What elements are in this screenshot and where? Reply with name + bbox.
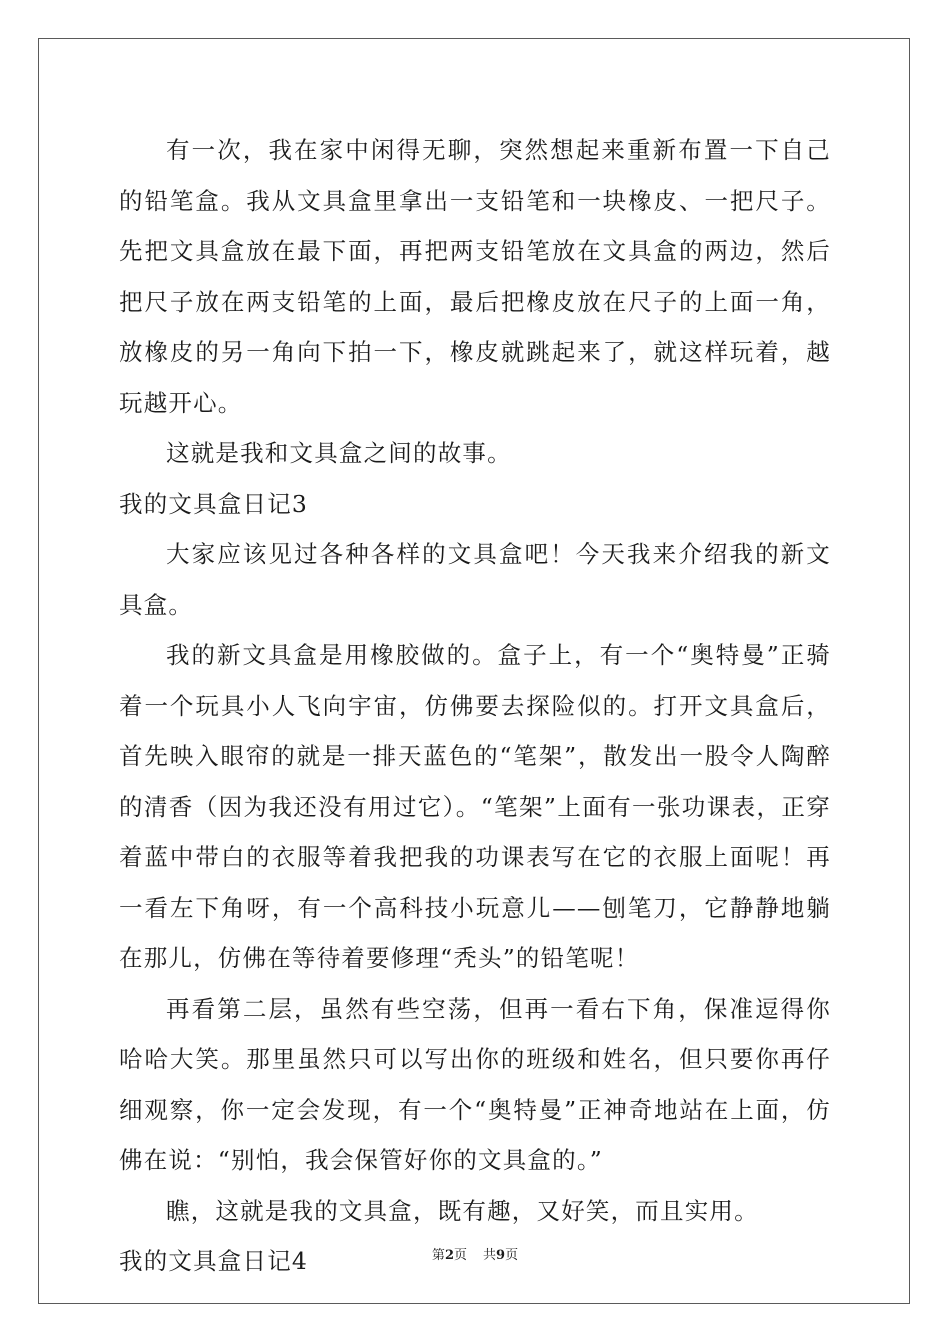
- paragraph: 再看第二层，虽然有些空荡，但再一看右下角，保准逗得你哈哈大笑。那里虽然只可以写出你的班级和姓名，但只要你再仔细观察，你一定会发现，有一个“奥特曼”正神奇地站在上面，仿佛在说：“别怕，我会保管好你的文具盒的。”: [119, 994, 831, 1174]
- total-prefix: 共: [483, 1248, 497, 1263]
- paragraph: 这就是我和文具盒之间的故事。: [166, 439, 512, 467]
- section-heading: 我的文具盒日记3: [119, 489, 309, 518]
- paragraph: 大家应该见过各种各样的文具盒吧！今天我来介绍我的新文具盒。: [119, 540, 831, 619]
- document-page: [38, 38, 910, 1304]
- paragraph: 有一次，我在家中闲得无聊，突然想起来重新布置一下自己的铅笔盒。我从文具盒里拿出一支铅笔和一块橡皮、一把尺子。先把文具盒放在最下面，再把两支铅笔放在文具盒的两边，然后把尺子放在两支铅笔的上面，最后把橡皮放在尺子的上面一角，放橡皮的另一角向下拍一下，橡皮就跳起来了，就这样玩着，越玩越开心。: [119, 136, 831, 417]
- total-suffix: 页: [505, 1248, 519, 1263]
- page-footer: [0, 1244, 950, 1263]
- page-number: 2: [444, 1248, 454, 1263]
- page-suffix: 页: [453, 1248, 467, 1263]
- paragraph: 瞧，这就是我的文具盒，既有趣，又好笑，而且实用。: [166, 1196, 759, 1225]
- paragraph: 我的新文具盒是用橡胶做的。盒子上，有一个“奥特曼”正骑着一个玩具小人飞向宇宙，仿佛要去探险似的。打开文具盒后，首先映入眼帘的就是一排天蓝色的“笔架”，散发出一股令人陶醉的清香（因为我还没有用过它）。“笔架”上面有一张功课表，正穿着蓝中带白的衣服等着我把我的功课表写在它的衣服上面呢！再一看左下角呀，有一个高科技小玩意儿——刨笔刀，它静静地躺在那儿，仿佛在等待着要修理“秃头”的铅笔呢！: [119, 641, 831, 972]
- page-total: 9: [496, 1248, 506, 1263]
- document-body: [119, 125, 831, 1287]
- section-heading: 我的文具盒日记4: [119, 1247, 309, 1275]
- page-prefix: 第: [431, 1248, 445, 1263]
